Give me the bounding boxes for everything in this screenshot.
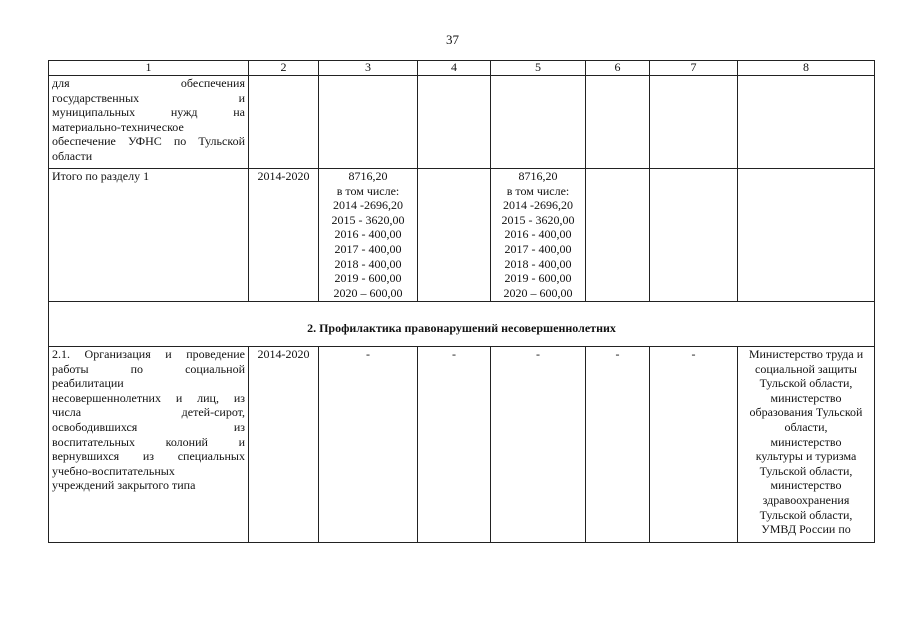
table-row-continuation	[49, 76, 875, 169]
amount-line: 2014 -2696,20	[503, 198, 573, 213]
page-number: 37	[446, 32, 459, 47]
amount-line: 2015 - 3620,00	[501, 212, 575, 227]
executor-line: министерство	[770, 478, 842, 493]
executor-line: министерство	[770, 434, 842, 449]
activity-cell-col6	[586, 347, 650, 543]
amount-line: 8716,20	[348, 169, 388, 183]
activity-cell-col4	[418, 347, 491, 543]
column-number-row	[49, 61, 875, 76]
empty-cell	[738, 76, 875, 169]
executor-line: Министерство труда и	[748, 347, 864, 361]
continuation-line: области	[52, 148, 93, 163]
amount-line: 2016 - 400,00	[334, 227, 402, 242]
amount-line: 2017 - 400,00	[334, 241, 402, 256]
program-table	[48, 60, 875, 543]
dash-value: -	[691, 347, 696, 361]
amount-line: 8716,20	[518, 169, 558, 183]
description-line: числа детей-сирот,	[52, 405, 245, 420]
column-header-8: 8	[738, 61, 875, 76]
column-header-3: 3	[319, 61, 418, 76]
total-period-cell: 2014-2020	[249, 169, 319, 302]
column-header-1: 1	[49, 61, 249, 76]
empty-cell	[650, 169, 738, 302]
continuation-description-cell	[49, 76, 249, 169]
dash-value: -	[366, 347, 370, 361]
amount-line: 2020 – 600,00	[503, 285, 573, 300]
amount-line: в том числе:	[506, 183, 570, 198]
column-header-7: 7	[650, 61, 738, 76]
continuation-line: муниципальных нужд на	[52, 105, 245, 120]
amount-line: 2020 – 600,00	[333, 285, 403, 300]
executor-line: здравоохранения	[762, 492, 850, 507]
responsible-executors-cell	[738, 347, 875, 543]
executor-line: области,	[784, 419, 828, 434]
description-line: работы по социальной	[52, 361, 245, 376]
column-header-2: 2	[249, 61, 319, 76]
amount-line: 2018 - 400,00	[504, 256, 572, 271]
activity-description-cell	[49, 347, 249, 543]
empty-cell	[249, 76, 319, 169]
amount-line: в том числе:	[336, 183, 400, 198]
executor-line: образования Тульской	[749, 405, 863, 420]
empty-cell	[650, 76, 738, 169]
description-line: несовершеннолетних и лиц, из	[52, 390, 245, 405]
empty-cell	[418, 169, 491, 302]
executor-line: социальной защиты	[755, 361, 857, 376]
continuation-line: обеспечение УФНС по Тульской	[52, 134, 245, 149]
table-row-2-1	[49, 347, 875, 543]
empty-cell	[491, 76, 586, 169]
description-line: 2.1. Организация и проведение	[52, 347, 245, 361]
executor-line: Тульской области,	[759, 507, 853, 522]
activity-cell-col7	[650, 347, 738, 543]
executor-line: министерство	[770, 390, 842, 405]
executor-line: культуры и туризма	[755, 449, 857, 464]
activity-period-cell: 2014-2020	[249, 347, 319, 543]
empty-cell	[738, 169, 875, 302]
activity-cell-col5	[491, 347, 586, 543]
amount-line: 2017 - 400,00	[504, 241, 572, 256]
executor-line: УМВД России по	[761, 522, 851, 537]
section-heading-row	[49, 302, 875, 347]
dash-value: -	[536, 347, 540, 361]
dash-value: -	[615, 347, 620, 361]
continuation-line: для обеспечения	[52, 76, 245, 90]
description-line: воспитательных колоний и	[52, 434, 245, 449]
column-header-4: 4	[418, 61, 491, 76]
empty-cell	[586, 169, 650, 302]
empty-cell	[418, 76, 491, 169]
executor-line: Тульской области,	[759, 463, 853, 478]
amount-line: 2015 - 3620,00	[331, 212, 405, 227]
column-header-6: 6	[586, 61, 650, 76]
amount-line: 2014 -2696,20	[333, 198, 403, 213]
continuation-line: материально-техническое	[52, 119, 184, 134]
description-line: вернувшихся из специальных	[52, 449, 245, 464]
description-line: реабилитации	[52, 376, 124, 391]
total-amount-cell-col3	[319, 169, 418, 302]
amount-line: 2019 - 600,00	[334, 271, 402, 286]
amount-line: 2018 - 400,00	[334, 256, 402, 271]
continuation-line: государственных и	[52, 90, 245, 105]
total-amount-cell-col5	[491, 169, 586, 302]
description-line: учреждений закрытого типа	[52, 478, 196, 493]
dash-value: -	[452, 347, 456, 361]
total-label-cell: Итого по разделу 1	[49, 169, 249, 302]
empty-cell	[319, 76, 418, 169]
section-title: 2. Профилактика правонарушений несовершеннолетних	[49, 302, 875, 347]
executor-line: Тульской области,	[759, 376, 853, 391]
empty-cell	[586, 76, 650, 169]
description-line: освободившихся из	[52, 419, 245, 434]
activity-cell-col3	[319, 347, 418, 543]
table-row-total-section-1	[49, 169, 875, 302]
amount-line: 2016 - 400,00	[504, 227, 572, 242]
amount-line: 2019 - 600,00	[504, 271, 572, 286]
column-header-5: 5	[491, 61, 586, 76]
description-line: учебно-воспитательных	[52, 463, 175, 478]
